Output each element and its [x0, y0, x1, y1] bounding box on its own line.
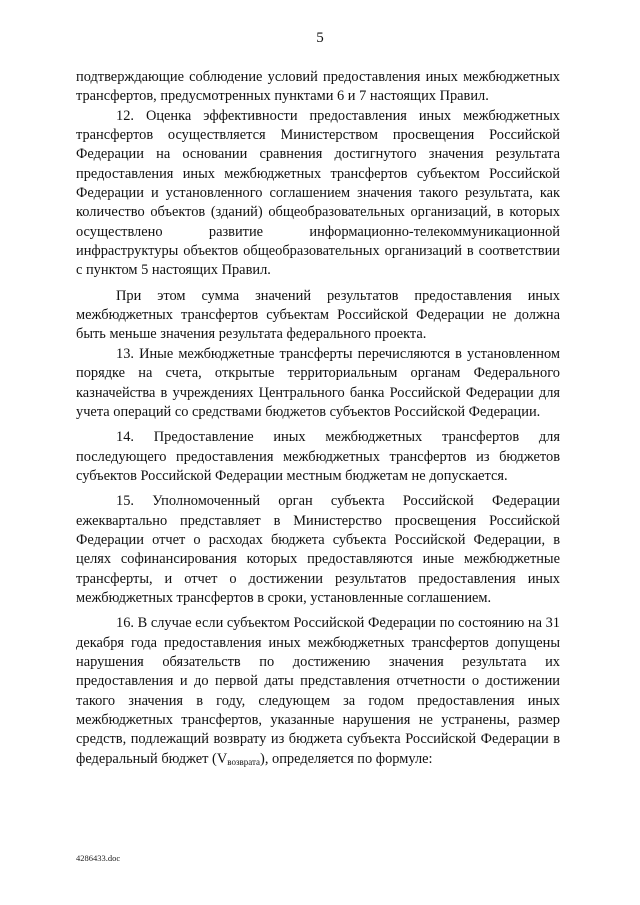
paragraph-16 [76, 614, 560, 772]
paragraph-14: 14. Предоставление иных межбюджетных трансфертов для последующего предоставления межбюджетных трансфертов из бюджетов субъектов Российской Федерации местным бюджетам не допускается. [76, 429, 560, 484]
paragraph-16-tail: ), определяется по формуле: [260, 750, 433, 767]
file-name-footer: 4286433.doc [76, 853, 121, 863]
paragraph-12-note: При этом сумма значений результатов предоставления иных межбюджетных трансфертов субъектам Российской Федерации не должна быть меньше значения результата федерального проекта. [76, 287, 560, 343]
paragraph-16-text: 16. В случае если субъектом Российской Федерации по состоянию на 31 декабря года предоставления иных межбюджетных трансфертов допущены нарушения обязательств по достижению значения результата их предоставления и до первой даты представления отчетности о достижении такого значения в году, следующем за годом предоставления иных межбюджетных трансфертов, указанные нарушения не устранены, размер средств, подлежащий возврату из бюджета субъекта Российской Федерации в федеральный бюджет ( [76, 615, 560, 767]
paragraph-continuation: подтверждающие соблюдение условий предоставления иных межбюджетных трансфертов, предусмотренных пунктами 6 и 7 настоящих Правил. [76, 69, 560, 105]
paragraph-12: 12. Оценка эффективности предоставления иных межбюджетных трансфертов осуществляется Министерством просвещения Российской Федерации на основании сравнения достигнутого значения результата предоставления иных межбюджетных трансфертов субъектом Российской Федерации и установленного соглашением значения такого результата, как количество объектов (зданий) общеобразовательных организаций, в которых осуществлено развитие информационно-телекоммуникационной инфраструктуры объектов общеобразовательных организаций в соответствии с пунктом 5 настоящих Правил. [76, 107, 560, 279]
page-number: 5 [316, 30, 324, 46]
document-body [76, 68, 560, 772]
paragraph-15: 15. Уполномоченный орган субъекта Российской Федерации ежеквартально представляет в Министерство просвещения Российской Федерации отчет о расходах бюджета субъекта Российской Федерации, в целях софинансирования которых предоставляются иные межбюджетные трансферты, и отчет о достижении результатов предоставления иных межбюджетных трансфертов в сроки, установленные соглашением. [76, 493, 560, 606]
formula-symbol: V [216, 750, 228, 767]
formula-subscript: возврата [227, 756, 261, 767]
paragraph-13: 13. Иные межбюджетные трансферты перечисляются в установленном порядке на счета, открытые территориальным органам Федерального казначейства в учреждениях Центрального банка Российской Федерации для учета операций со средствами бюджетов субъектов Российской Федерации. [76, 345, 560, 420]
